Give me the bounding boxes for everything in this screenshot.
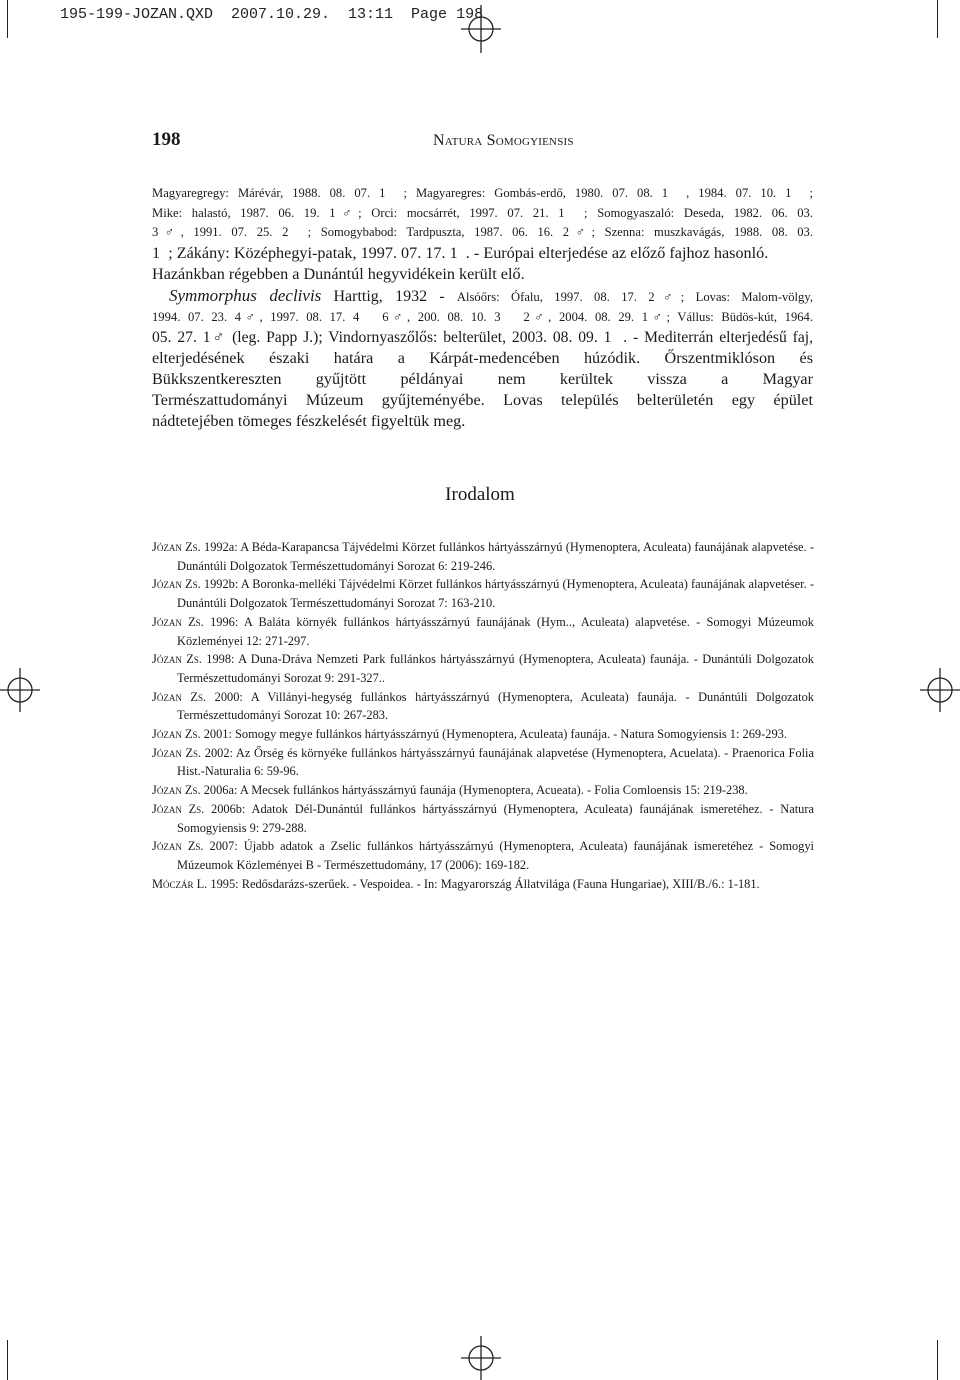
reference-text: 1998: A Duna-Dráva Nemzeti Park fullánkos hártyásszárnyú (Hymenoptera, Aculeata) faunája. - Dunántúli Dolgozatok Természettudományi Sorozat 9: 291-327.. [177, 652, 815, 685]
species-locality: Alsóőrs: Ófalu, 1997. 08. 17. 2♂; Lovas: Malom-völgy, [456, 289, 813, 304]
reference-author: Józan Zs. [152, 745, 202, 760]
species-author: Harttig, 1932 - [333, 287, 445, 305]
body-line: Magyaregregy: Márévár, 1988. 08. 07. 1 ; Magyaregres: Gombás-erdő, 1980. 07. 08. 1 , 1984. 07. 10. 1 ; [152, 186, 813, 200]
reference-item [152, 800, 814, 837]
registration-mark-bottom-icon [461, 1336, 501, 1380]
reference-text: 1992b: A Boronka-melléki Tájvédelmi Körzet fullánkos hártyásszárnyú (Hymenoptera, Aculeata) faunájának alapvetéser. - Dunántúli Dolgozatok Természettudományi Sorozat 7: 163-210. [177, 577, 815, 611]
reference-author: Józan Zs. [152, 540, 201, 554]
reference-item [152, 650, 814, 687]
reference-text: 1992a: A Béda-Karapancsa Tájvédelmi Körzet fullánkos hártyásszárnyú (Hymenoptera, Aculeata) faunájának alapvetése. - Dunántúli Dolgozatok Természettudományi Sorozat 6: 219-246. [177, 540, 815, 573]
reference-item [152, 575, 814, 612]
body-line: elterjedésének északi határa a Kárpát-medencében húzódik. Őrszentmiklóson és [152, 349, 813, 367]
registration-mark-left-icon [0, 668, 40, 712]
reference-author: Józan Zs. [152, 727, 201, 742]
reference-text: 2001: Somogy megye fullánkos hártyásszárnyú (Hymenoptera, Aculeata) faunája. - Natura Somogyiensis 1: 269-293. [200, 727, 787, 742]
registration-mark-top-icon [461, 5, 501, 53]
body-line: 05. 27. 1♂ (leg. Papp J.); Vindornyaszőlős: belterület, 2003. 08. 09. 1 . - Mediterrán elterjedésű faj, [152, 329, 813, 346]
reference-text: 1995: Redősdarázs-szerűek. - Vespoidea. - In: Magyarország Állatvilága (Fauna Hungariae), XIII/B./6.: 1-181. [207, 876, 760, 891]
reference-list [152, 538, 814, 893]
reference-author: Józan Zs. [152, 614, 204, 629]
body-line: Bükkszentkereszten gyűjtött példányai nem kerültek vissza a Magyar [152, 370, 813, 388]
reference-item [152, 744, 814, 781]
reference-author: Józan Zs. [152, 689, 207, 704]
page-number: 198 [152, 129, 181, 150]
reference-author: Józan Zs. [152, 801, 205, 816]
crop-mark-bottom-right [937, 1340, 938, 1380]
reference-author: Józan Zs. [152, 577, 201, 592]
registration-mark-right-icon [920, 668, 960, 712]
reference-text: 2000: A Villányi-hegység fullánkos hártyásszárnyú (Hymenoptera, Aculeata) faunája. - Dunántúli Dolgozatok Természettudományi Sorozat 10: 267-283. [177, 689, 814, 723]
reference-text: 2006b: Adatok Dél-Dunántúl fullánkos hártyásszárnyú (Hymenoptera, Aculeata) faunájának ismeretéhez. - Natura Somogyiensis 9: 279-288. [177, 801, 815, 835]
body-line: 1994. 07. 23. 4♂, 1997. 08. 17. 4 6♂, 200. 08. 10. 3 2♂, 2004. 08. 29. 1♂; Vállus: Büdös-kút, 1964. [152, 309, 813, 324]
crop-mark-top-left [7, 0, 8, 38]
body-line: Mike: halastó, 1987. 06. 19. 1♂; Orci: mocsárrét, 1997. 07. 21. 1 ; Somogyaszaló: Deseda, 1982. 06. 03. [152, 205, 813, 220]
reference-text: 1996: A Baláta környék fullánkos hártyásszárnyú faunájának (Hym.., Aculeata) alapvetése. - Somogyi Múzeumok Közleményei 12: 271-297. [177, 614, 814, 648]
species-heading-line [152, 285, 813, 308]
reference-author: Józan Zs. [152, 839, 204, 854]
reference-author: Józan Zs. [152, 652, 202, 667]
species-name: Symmorphus declivis [169, 285, 322, 305]
body-line: Hazánkban régebben a Dunántúl hegyvidékein került elő. [152, 264, 525, 283]
running-header-title: Natura Somogyiensis [433, 132, 574, 149]
reference-text: 2006a: A Mecsek fullánkos hártyásszárnyú faunája (Hymenoptera, Acueata). - Folia Comloensis 15: 219-238. [200, 783, 748, 798]
crop-mark-bottom-left [7, 1340, 8, 1380]
section-title: Irodalom [445, 484, 515, 505]
reference-text: 2007: Újabb adatok a Zselic fullánkos hártyásszárnyú (Hymenoptera, Aculeata) faunájának ismeretéhez - Somogyi Múzeumok Közleményei B - Természettudomány, 17 (2006): 169-182. [177, 839, 814, 872]
reference-item [152, 725, 814, 744]
reference-item [152, 538, 814, 575]
reference-item [152, 688, 814, 725]
body-line: 1 ; Zákány: Középhegyi-patak, 1997. 07. 17. 1 . - Európai elterjedése az előző fajhoz hasonló. [152, 243, 769, 262]
reference-author: Józan Zs. [152, 783, 201, 798]
body-line: 3♂, 1991. 07. 25. 2 ; Somogybabod: Tardpuszta, 1987. 06. 16. 2♂; Szenna: muszkavágás, 1988. 08. 03. [152, 225, 813, 239]
reference-item [152, 875, 814, 894]
reference-author: Móczár L. [152, 876, 208, 891]
print-slug: 195-199-JOZAN.QXD 2007.10.29. 13:11 Page 198 [60, 6, 484, 23]
body-line: nádtetejében tömeges fészkelését figyeltük meg. [152, 412, 466, 430]
reference-item [152, 613, 814, 650]
reference-item [152, 781, 814, 800]
article-body [152, 184, 813, 432]
body-line: Természattudományi Múzeum gyűjteményébe. Lovas település belterületén egy épület [152, 391, 813, 409]
reference-text: 2002: Az Őrség és környéke fullánkos hártyásszárnyú faunájának alapvetése (Hymenoptera, Acuelata). - Praenorica Folia Hist.-Naturalia 6: 59-96. [177, 745, 814, 779]
crop-mark-top-right [937, 0, 938, 38]
reference-item [152, 837, 814, 874]
